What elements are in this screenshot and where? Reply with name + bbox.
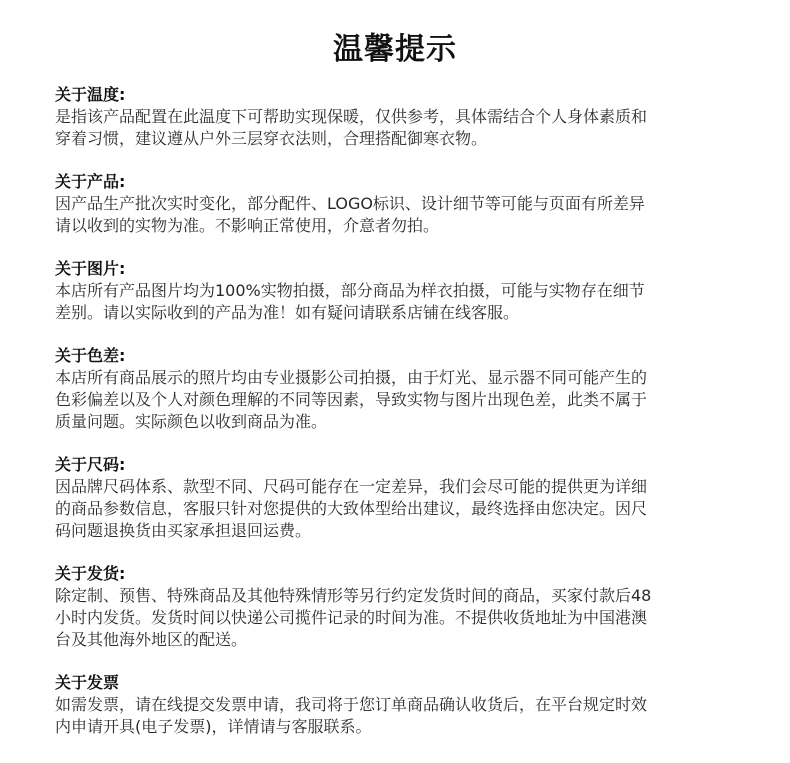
section-body: 如需发票，请在线提交发票申请，我司将于您订单商品确认收货后，在平台规定时效 内申请开具(电子发票)，详情请与客服联系。 — [55, 695, 648, 736]
section-body: 因品牌尺码体系、款型不同、尺码可能存在一定差异，我们会尽可能的提供更为详细 的商品参数信息，客服只针对您提供的大致体型给出建议，最终选择由您决定。因尺 码问题退换货由买家承担退回运费。 — [55, 477, 648, 540]
section-heading: 关于发票 — [55, 673, 120, 692]
section-color-difference — [55, 345, 739, 433]
section-body: 本店所有商品展示的照片均由专业摄影公司拍摄，由于灯光、显示器不同可能产生的 色彩偏差以及个人对颜色理解的不同等因素，导致实物与图片出现色差，此类不属于 质量问题。实际颜色以收到商品为准。 — [55, 368, 648, 431]
section-heading: 关于图片: — [55, 259, 126, 278]
section-heading: 关于尺码: — [55, 455, 126, 474]
section-invoice — [55, 672, 739, 738]
section-heading: 关于色差: — [55, 346, 126, 365]
section-body: 是指该产品配置在此温度下可帮助实现保暖，仅供参考，具体需结合个人身体素质和 穿着习惯，建议遵从户外三层穿衣法则，合理搭配御寒衣物。 — [55, 107, 648, 148]
section-body: 除定制、预售、特殊商品及其他特殊情形等另行约定发货时间的商品，买家付款后48 小时内发货。发货时间以快递公司揽件记录的时间为准。不提供收货地址为中国港澳 台及其他海外地区的配送。 — [55, 586, 652, 649]
section-shipping — [55, 563, 739, 651]
section-sizing — [55, 454, 739, 542]
section-body: 本店所有产品图片均为100%实物拍摄，部分商品为样衣拍摄，可能与实物存在细节 差别。请以实际收到的产品为准！如有疑问请联系店铺在线客服。 — [55, 281, 645, 322]
section-temperature — [55, 84, 739, 150]
section-heading: 关于发货: — [55, 564, 126, 583]
notice-sections — [55, 84, 739, 759]
page-title: 温馨提示 — [333, 32, 457, 67]
section-images — [55, 258, 739, 324]
section-body: 因产品生产批次实时变化，部分配件、LOGO标识、设计细节等可能与页面有所差异 请以收到的实物为准。不影响正常使用，介意者勿拍。 — [55, 194, 645, 235]
section-heading: 关于产品: — [55, 172, 126, 191]
section-heading: 关于温度: — [55, 85, 126, 104]
section-product — [55, 171, 739, 237]
